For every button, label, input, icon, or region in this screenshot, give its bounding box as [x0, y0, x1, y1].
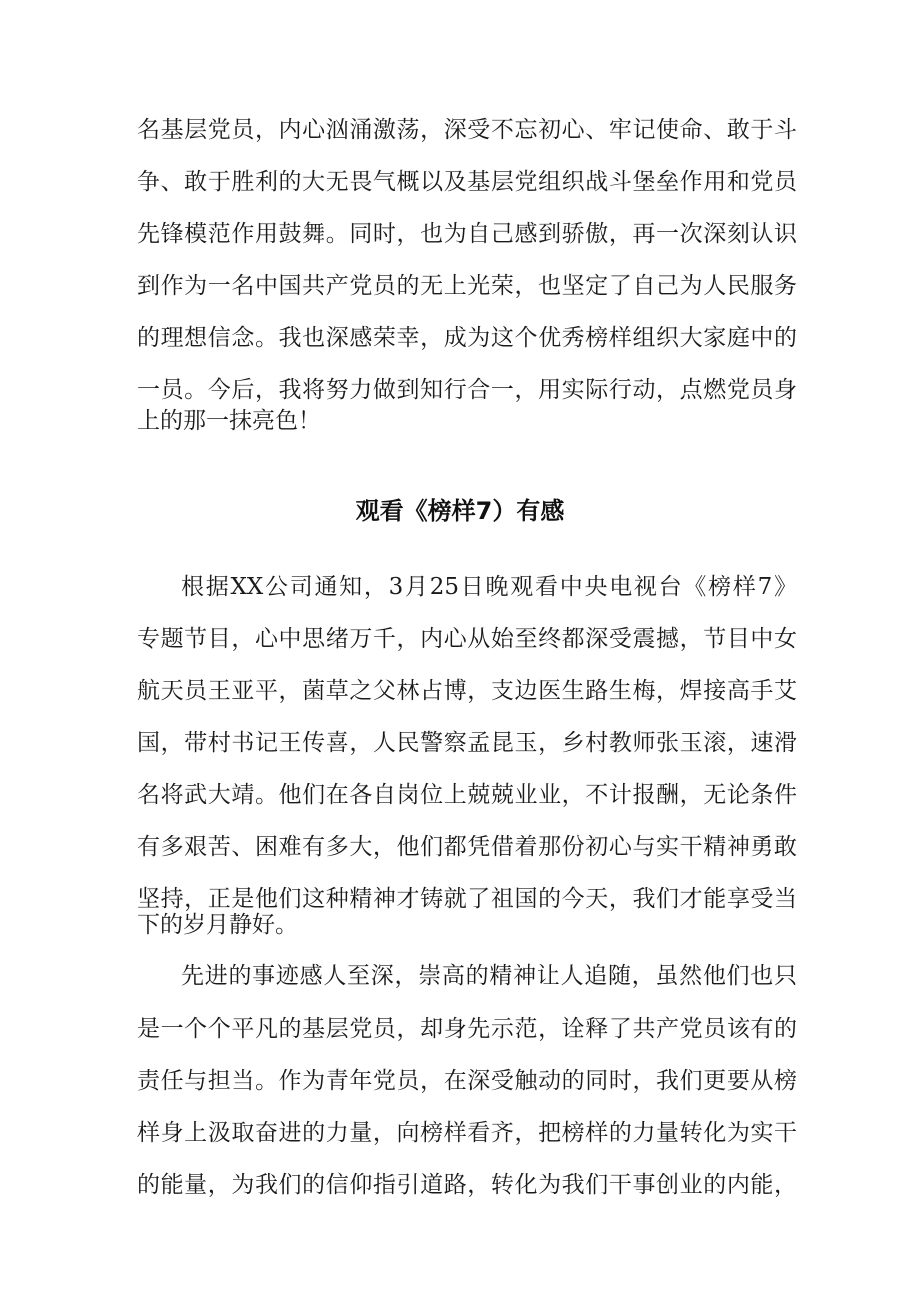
text-line: 下的岁月静好。 [137, 912, 298, 938]
text-line: 名基层党员，内心汹涌激荡，深受不忘初心、牢记使命、敢于斗 [137, 117, 797, 143]
section-title: 观看《榜样7）有感 [355, 497, 565, 525]
text-line: 有多艰苦、困难有多大，他们都凭借着那份初心与实干精神勇敢 [137, 834, 797, 860]
text-line: 专题节目，心中思绪万千，内心从始至终都深受震撼，节目中女 [137, 626, 797, 652]
text-line: 国，带村书记王传喜，人民警察孟昆玉，乡村教师张玉滚，速滑 [137, 730, 797, 756]
text-line: 先进的事迹感人至深，崇高的精神让人追随，虽然他们也只 [181, 963, 797, 989]
text-line: 航天员王亚平，菌草之父林占博，支边医生路生梅，焊接高手艾 [137, 678, 797, 704]
text-line: 是一个个平凡的基层党员，却身先示范，诠释了共产党员该有的 [137, 1016, 797, 1042]
text-line: 根据XX公司通知，3月25日晚观看中央电视台《榜样7》 [181, 574, 797, 600]
text-line: 名将武大靖。他们在各自岗位上兢兢业业，不计报酬，无论条件 [137, 782, 797, 808]
text-line: 的理想信念。我也深感荣幸，成为这个优秀榜样组织大家庭中的 [137, 325, 797, 351]
text-line: 到作为一名中国共产党员的无上光荣，也坚定了自己为人民服务 [137, 273, 797, 299]
text-line: 的能量，为我们的信仰指引道路，转化为我们干事创业的内能， [137, 1172, 797, 1198]
text-line: 先锋模范作用鼓舞。同时，也为自己感到骄傲，再一次深刻认识 [137, 221, 797, 247]
text-line: 坚持，正是他们这种精神才铸就了祖国的今天，我们才能享受当 [137, 886, 797, 912]
text-line: 样身上汲取奋进的力量，向榜样看齐，把榜样的力量转化为实干 [137, 1120, 797, 1146]
text-line: 上的那一抹亮色！ [137, 408, 321, 434]
text-line: 一员。今后，我将努力做到知行合一，用实际行动，点燃党员身 [137, 377, 797, 403]
text-line: 责任与担当。作为青年党员，在深受触动的同时，我们更要从榜 [137, 1068, 797, 1094]
text-line: 争、敢于胜利的大无畏气概以及基层党组织战斗堡垒作用和党员 [137, 169, 797, 195]
